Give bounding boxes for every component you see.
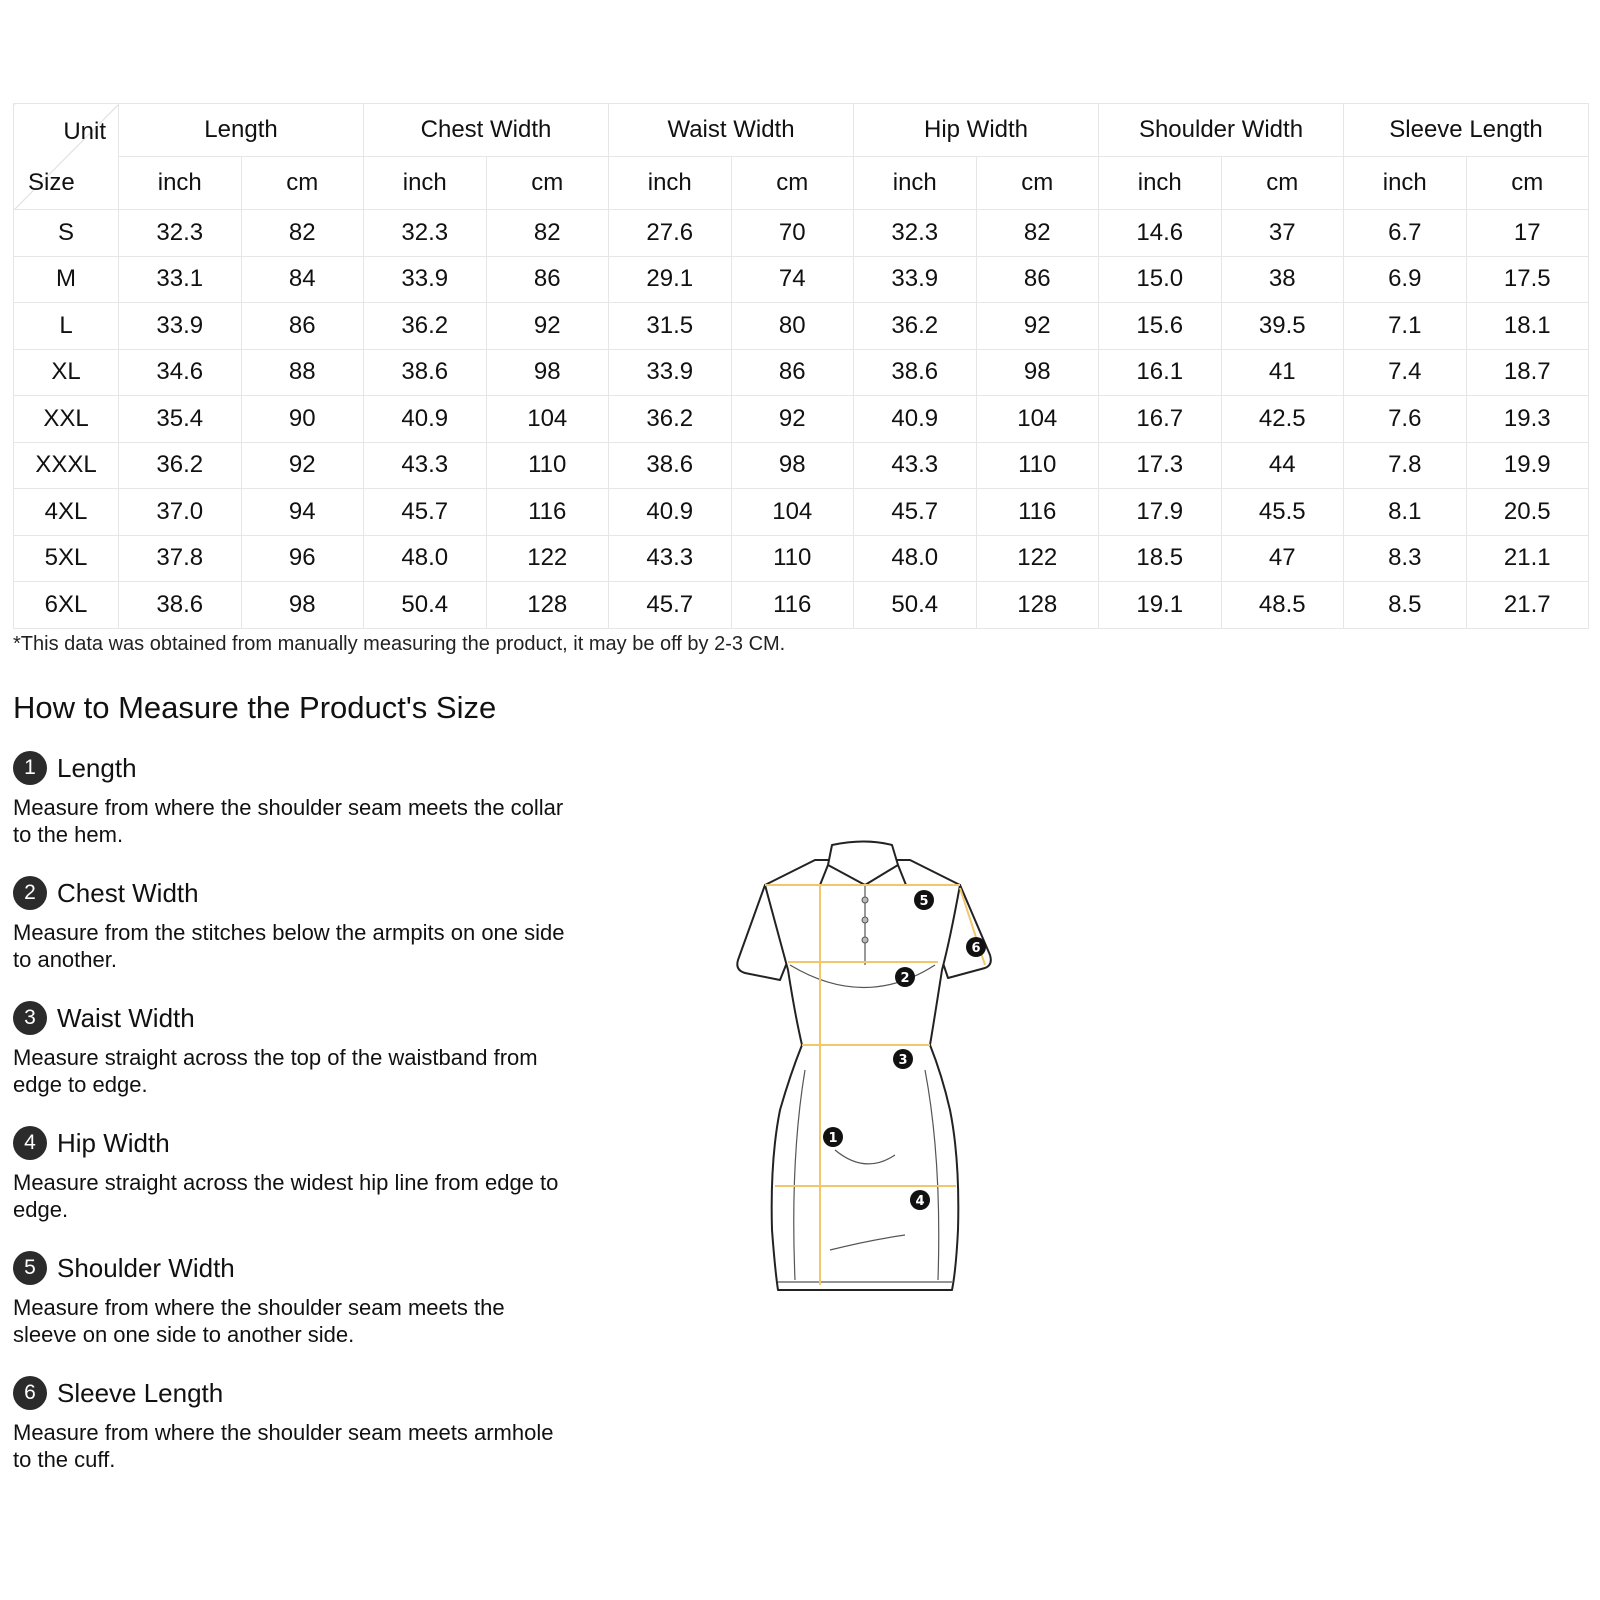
marker-1: [823, 1127, 843, 1147]
dress-measurement-illustration: [720, 830, 1020, 1310]
measurement-cell: 7.4: [1344, 349, 1467, 396]
measurement-cell: 7.6: [1344, 396, 1467, 443]
measurement-cell: 27.6: [609, 210, 732, 257]
step-number-badge: 6: [13, 1376, 47, 1410]
unit-header-row: [14, 157, 1589, 210]
measurement-cell: 19.9: [1466, 442, 1589, 489]
measurement-cell: 45.7: [854, 489, 977, 536]
measurement-cell: 110: [486, 442, 609, 489]
measurement-cell: 17.3: [1099, 442, 1222, 489]
unit-cm: cm: [1466, 157, 1589, 210]
step-title: Length: [57, 752, 137, 783]
measurement-cell: 92: [241, 442, 364, 489]
measurement-cell: 98: [241, 582, 364, 629]
unit-inch: inch: [119, 157, 242, 210]
measurement-cell: 41: [1221, 349, 1344, 396]
unit-inch: inch: [1344, 157, 1467, 210]
measurement-cell: 36.2: [364, 303, 487, 350]
measurement-cell: 42.5: [1221, 396, 1344, 443]
unit-cm: cm: [241, 157, 364, 210]
measurement-cell: 40.9: [854, 396, 977, 443]
header-shoulder-width: Shoulder Width: [1099, 104, 1344, 157]
size-label-cell: XXXL: [14, 442, 119, 489]
measurement-cell: 18.5: [1099, 535, 1222, 582]
table-row: [14, 256, 1589, 303]
measurement-cell: 32.3: [364, 210, 487, 257]
measurement-cell: 92: [976, 303, 1099, 350]
step-number-badge: 4: [13, 1126, 47, 1160]
measurement-cell: 20.5: [1466, 489, 1589, 536]
header-chest-width: Chest Width: [364, 104, 609, 157]
measurement-cell: 15.6: [1099, 303, 1222, 350]
step-description: Measure from where the shoulder seam meets the sleeve on one side to another side.: [13, 1295, 505, 1347]
measurement-cell: 96: [241, 535, 364, 582]
measurement-cell: 36.2: [854, 303, 977, 350]
measurement-cell: 98: [486, 349, 609, 396]
measurement-cell: 86: [241, 303, 364, 350]
measurement-cell: 8.5: [1344, 582, 1467, 629]
measurement-cell: 86: [976, 256, 1099, 303]
step-number-badge: 2: [13, 876, 47, 910]
measurement-cell: 44: [1221, 442, 1344, 489]
marker-5: [914, 890, 934, 910]
step-number-badge: 1: [13, 751, 47, 785]
header-length: Length: [119, 104, 364, 157]
size-label-cell: M: [14, 256, 119, 303]
measurement-cell: 15.0: [1099, 256, 1222, 303]
measurement-cell: 128: [976, 582, 1099, 629]
unit-inch: inch: [1099, 157, 1222, 210]
measurement-cell: 122: [976, 535, 1099, 582]
measurement-cell: 50.4: [854, 582, 977, 629]
table-corner-header: [14, 104, 119, 210]
size-chart-table: [13, 103, 1589, 629]
svg-text:4: 4: [915, 1194, 925, 1209]
measurement-cell: 8.3: [1344, 535, 1467, 582]
measurement-cell: 86: [486, 256, 609, 303]
measure-steps: [13, 750, 573, 1500]
measurement-cell: 37.0: [119, 489, 242, 536]
unit-cm: cm: [731, 157, 854, 210]
measurement-cell: 34.6: [119, 349, 242, 396]
size-label-cell: XL: [14, 349, 119, 396]
step-description: Measure straight across the widest hip line from edge to edge.: [13, 1170, 559, 1222]
measurement-cell: 7.8: [1344, 442, 1467, 489]
measurement-cell: 48.0: [854, 535, 977, 582]
measurement-cell: 82: [486, 210, 609, 257]
measurement-cell: 40.9: [364, 396, 487, 443]
size-label-cell: XXL: [14, 396, 119, 443]
measurement-cell: 80: [731, 303, 854, 350]
measurement-cell: 6.9: [1344, 256, 1467, 303]
measurement-cell: 50.4: [364, 582, 487, 629]
measurement-cell: 104: [731, 489, 854, 536]
step-title: Sleeve Length: [57, 1377, 224, 1408]
marker-2: [895, 967, 915, 987]
measurement-cell: 116: [731, 582, 854, 629]
howto-title: How to Measure the Product's Size: [13, 690, 497, 725]
measurement-cell: 32.3: [854, 210, 977, 257]
measurement-cell: 82: [976, 210, 1099, 257]
header-hip-width: Hip Width: [854, 104, 1099, 157]
table-row: [14, 582, 1589, 629]
measurement-cell: 86: [731, 349, 854, 396]
size-table-body: [14, 210, 1589, 629]
measurement-cell: 7.1: [1344, 303, 1467, 350]
measurement-cell: 94: [241, 489, 364, 536]
header-waist-width: Waist Width: [609, 104, 854, 157]
size-label-cell: S: [14, 210, 119, 257]
measurement-cell: 98: [976, 349, 1099, 396]
measurement-cell: 92: [731, 396, 854, 443]
marker-6: [966, 937, 986, 957]
measurement-cell: 6.7: [1344, 210, 1467, 257]
step-waist-width: [13, 1000, 573, 1101]
step-shoulder-width: [13, 1250, 573, 1351]
measurement-cell: 45.5: [1221, 489, 1344, 536]
measurement-cell: 14.6: [1099, 210, 1222, 257]
measurement-cell: 43.3: [364, 442, 487, 489]
measurement-cell: 45.7: [364, 489, 487, 536]
measurement-cell: 82: [241, 210, 364, 257]
measurement-cell: 8.1: [1344, 489, 1467, 536]
measurement-cell: 122: [486, 535, 609, 582]
marker-4: [910, 1190, 930, 1210]
measurement-cell: 37: [1221, 210, 1344, 257]
step-chest-width: [13, 875, 573, 976]
measurement-cell: 39.5: [1221, 303, 1344, 350]
measurement-cell: 19.1: [1099, 582, 1222, 629]
measurement-cell: 116: [486, 489, 609, 536]
measurement-cell: 38.6: [854, 349, 977, 396]
measurement-cell: 36.2: [609, 396, 732, 443]
step-title: Chest Width: [57, 877, 199, 908]
measurement-cell: 38.6: [364, 349, 487, 396]
measurement-cell: 16.1: [1099, 349, 1222, 396]
measurement-cell: 31.5: [609, 303, 732, 350]
measurement-cell: 33.9: [119, 303, 242, 350]
measurement-cell: 33.9: [854, 256, 977, 303]
measurement-cell: 18.7: [1466, 349, 1589, 396]
table-row: [14, 396, 1589, 443]
measurement-cell: 92: [486, 303, 609, 350]
table-row: [14, 535, 1589, 582]
measurement-cell: 35.4: [119, 396, 242, 443]
unit-inch: inch: [854, 157, 977, 210]
svg-text:1: 1: [828, 1131, 838, 1146]
corner-unit-label: Unit: [63, 118, 106, 145]
measurement-cell: 38.6: [119, 582, 242, 629]
measurement-cell: 33.9: [609, 349, 732, 396]
measurement-cell: 18.1: [1466, 303, 1589, 350]
step-title: Hip Width: [57, 1127, 170, 1158]
step-description: Measure from the stitches below the armpits on one side to another.: [13, 920, 565, 972]
step-title: Shoulder Width: [57, 1252, 235, 1283]
size-label-cell: L: [14, 303, 119, 350]
measurement-cell: 48.5: [1221, 582, 1344, 629]
size-label-cell: 5XL: [14, 535, 119, 582]
measurement-cell: 48.0: [364, 535, 487, 582]
unit-cm: cm: [976, 157, 1099, 210]
measurement-note: *This data was obtained from manually measuring the product, it may be off by 2-3 CM.: [13, 633, 786, 655]
measurement-cell: 19.3: [1466, 396, 1589, 443]
unit-inch: inch: [364, 157, 487, 210]
measurement-cell: 45.7: [609, 582, 732, 629]
svg-text:5: 5: [919, 894, 929, 909]
step-sleeve-length: [13, 1375, 573, 1476]
measurement-cell: 104: [486, 396, 609, 443]
measurement-cell: 110: [976, 442, 1099, 489]
measurement-cell: 84: [241, 256, 364, 303]
measurement-cell: 104: [976, 396, 1099, 443]
header-sleeve-length: Sleeve Length: [1344, 104, 1589, 157]
step-title: Waist Width: [57, 1002, 195, 1033]
table-row: [14, 210, 1589, 257]
measurement-cell: 21.1: [1466, 535, 1589, 582]
measurement-cell: 29.1: [609, 256, 732, 303]
measurement-cell: 110: [731, 535, 854, 582]
measurement-cell: 17.9: [1099, 489, 1222, 536]
corner-size-label: Size: [28, 169, 75, 196]
table-row: [14, 442, 1589, 489]
table-row: [14, 349, 1589, 396]
measurement-cell: 17.5: [1466, 256, 1589, 303]
measurement-cell: 74: [731, 256, 854, 303]
measurement-cell: 40.9: [609, 489, 732, 536]
measurement-cell: 21.7: [1466, 582, 1589, 629]
measurement-cell: 98: [731, 442, 854, 489]
unit-cm: cm: [486, 157, 609, 210]
size-label-cell: 4XL: [14, 489, 119, 536]
svg-text:6: 6: [971, 941, 981, 956]
step-description: Measure from where the shoulder seam meets the collar to the hem.: [13, 795, 564, 847]
measurement-cell: 90: [241, 396, 364, 443]
measurement-cell: 38: [1221, 256, 1344, 303]
measurement-cell: 16.7: [1099, 396, 1222, 443]
table-row: [14, 489, 1589, 536]
measurement-cell: 47: [1221, 535, 1344, 582]
step-number-badge: 5: [13, 1251, 47, 1285]
svg-text:2: 2: [900, 971, 910, 986]
marker-3: [893, 1049, 913, 1069]
measurement-cell: 33.1: [119, 256, 242, 303]
measurement-cell: 43.3: [609, 535, 732, 582]
measurement-cell: 70: [731, 210, 854, 257]
measurement-cell: 36.2: [119, 442, 242, 489]
measurement-cell: 128: [486, 582, 609, 629]
unit-cm: cm: [1221, 157, 1344, 210]
size-label-cell: 6XL: [14, 582, 119, 629]
step-length: [13, 750, 573, 851]
step-number-badge: 3: [13, 1001, 47, 1035]
svg-text:3: 3: [898, 1053, 908, 1068]
measurement-cell: 33.9: [364, 256, 487, 303]
measurement-cell: 17: [1466, 210, 1589, 257]
step-hip-width: [13, 1125, 573, 1226]
step-description: Measure straight across the top of the waistband from edge to edge.: [13, 1045, 538, 1097]
measurement-cell: 43.3: [854, 442, 977, 489]
measurement-cell: 88: [241, 349, 364, 396]
measurement-cell: 38.6: [609, 442, 732, 489]
table-row: [14, 303, 1589, 350]
measurement-cell: 37.8: [119, 535, 242, 582]
measurement-cell: 32.3: [119, 210, 242, 257]
unit-inch: inch: [609, 157, 732, 210]
step-description: Measure from where the shoulder seam meets armhole to the cuff.: [13, 1420, 554, 1472]
measurement-cell: 116: [976, 489, 1099, 536]
